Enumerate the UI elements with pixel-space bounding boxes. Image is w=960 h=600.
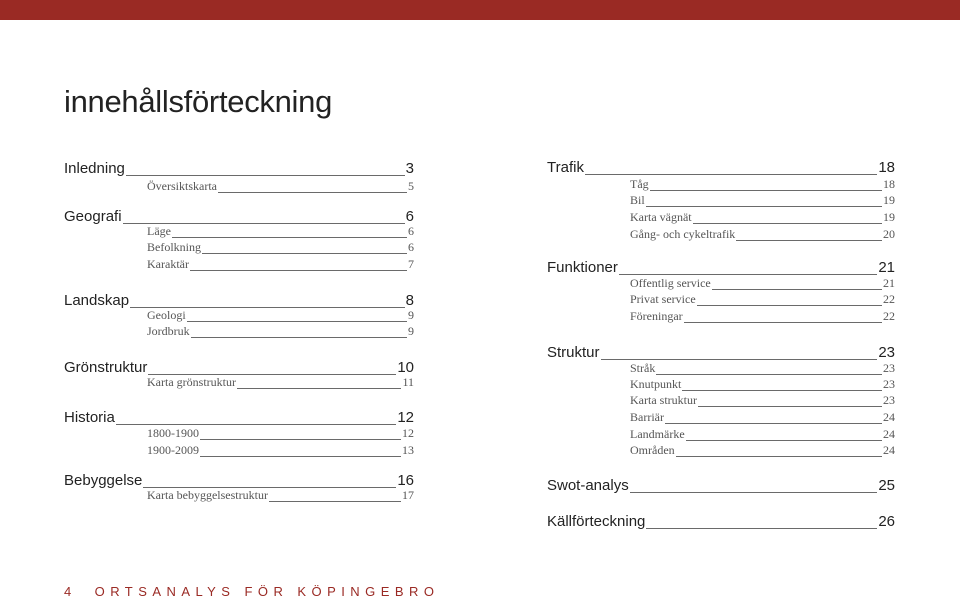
footer-document-title: ORTSANALYS FÖR KÖPINGEBRO	[94, 584, 440, 599]
toc-page-number: 19	[883, 210, 895, 224]
leader-line	[697, 305, 882, 306]
toc-subentry	[147, 257, 414, 272]
toc-label: Befolkning	[147, 240, 201, 254]
leader-line	[656, 374, 882, 375]
toc-label: Landmärke	[630, 427, 685, 441]
toc-subentry	[630, 227, 895, 242]
toc-page-number: 6	[408, 240, 414, 254]
toc-page-number: 21	[878, 259, 895, 276]
page-title: innehållsförteckning	[64, 84, 333, 119]
toc-subentry	[630, 410, 895, 425]
toc-page-number: 19	[883, 193, 895, 207]
toc-subentry	[147, 443, 414, 458]
toc-entry	[64, 358, 414, 376]
toc-subentry	[630, 193, 895, 208]
toc-label: Karaktär	[147, 257, 189, 271]
toc-label: Karta bebyggelsestruktur	[147, 488, 268, 502]
toc-label: Karta vägnät	[630, 210, 692, 224]
toc-label: Inledning	[64, 160, 125, 177]
toc-page-number: 18	[878, 159, 895, 176]
toc-page-number: 9	[408, 308, 414, 322]
leader-line	[585, 174, 877, 175]
toc-label: Översiktskarta	[147, 179, 217, 193]
toc-subentry	[630, 177, 895, 192]
toc-label: Geologi	[147, 308, 186, 322]
leader-line	[619, 274, 877, 275]
leader-line	[190, 270, 407, 271]
toc-page-number: 23	[883, 361, 895, 375]
toc-label: Privat service	[630, 292, 696, 306]
toc-label: Landskap	[64, 292, 130, 309]
toc-page-number: 10	[397, 359, 414, 376]
leader-line	[686, 440, 882, 441]
toc-page-number: 21	[883, 276, 895, 290]
toc-page-number: 22	[883, 309, 895, 323]
toc-label: Karta struktur	[630, 393, 697, 407]
toc-page-number: 25	[878, 477, 895, 494]
toc-page-number: 11	[402, 375, 414, 389]
toc-page-number: 24	[883, 427, 895, 441]
toc-page-number: 17	[402, 488, 414, 502]
leader-line	[202, 253, 407, 254]
toc-label: Funktioner	[547, 259, 618, 276]
toc-entry	[547, 158, 895, 176]
toc-page-number: 24	[883, 443, 895, 457]
toc-page-number: 22	[883, 292, 895, 306]
toc-subentry	[630, 427, 895, 442]
toc-label: Grönstruktur	[64, 359, 148, 376]
leader-line	[116, 424, 396, 425]
leader-line	[682, 390, 882, 391]
leader-line	[736, 240, 882, 241]
toc-page-number: 23	[883, 377, 895, 391]
leader-line	[218, 192, 407, 193]
leader-line	[200, 439, 401, 440]
toc-label: Offentlig service	[630, 276, 711, 290]
toc-subentry	[630, 210, 895, 225]
leader-line	[191, 337, 407, 338]
leader-line	[601, 359, 877, 360]
leader-line	[712, 289, 882, 290]
toc-page-number: 20	[883, 227, 895, 241]
toc-page-number: 24	[883, 410, 895, 424]
toc-page-number: 12	[397, 409, 414, 426]
toc-subentry	[630, 443, 895, 458]
leader-line	[172, 237, 407, 238]
header-bar	[0, 0, 960, 20]
leader-line	[676, 456, 882, 457]
toc-entry	[547, 512, 895, 530]
toc-label: Swot-analys	[547, 477, 629, 494]
toc-entry	[64, 207, 414, 225]
toc-label: Bil	[630, 193, 645, 207]
toc-subentry	[147, 375, 414, 390]
toc-label: Karta grönstruktur	[147, 375, 236, 389]
leader-line	[187, 321, 407, 322]
toc-label: Trafik	[547, 159, 584, 176]
toc-page-number: 7	[408, 257, 414, 271]
toc-label: Stråk	[630, 361, 656, 375]
leader-line	[630, 492, 877, 493]
toc-subentry	[147, 179, 414, 194]
toc-label: Tåg	[630, 177, 649, 191]
toc-subentry	[630, 309, 895, 324]
leader-line	[650, 190, 882, 191]
toc-page-number: 6	[405, 208, 414, 225]
toc-subentry	[630, 377, 895, 392]
toc-subentry	[147, 426, 414, 441]
toc-page-number: 5	[408, 179, 414, 193]
toc-label: 1900-2009	[147, 443, 199, 457]
toc-page-number: 13	[402, 443, 414, 457]
leader-line	[684, 322, 882, 323]
toc-subentry	[147, 224, 414, 239]
page-footer	[64, 584, 439, 599]
leader-line	[665, 423, 882, 424]
toc-page-number: 12	[402, 426, 414, 440]
toc-subentry	[630, 361, 895, 376]
toc-page-number: 18	[883, 177, 895, 191]
toc-entry	[64, 471, 414, 489]
toc-subentry	[147, 240, 414, 255]
toc-page-number: 6	[408, 224, 414, 238]
toc-label: Bebyggelse	[64, 472, 143, 489]
toc-label: Källförteckning	[547, 513, 646, 530]
toc-label: Föreningar	[630, 309, 683, 323]
leader-line	[200, 456, 401, 457]
toc-subentry	[630, 393, 895, 408]
toc-subentry	[630, 276, 895, 291]
toc-entry	[64, 159, 414, 177]
toc-subentry	[630, 292, 895, 307]
leader-line	[693, 223, 882, 224]
toc-page-number: 16	[397, 472, 414, 489]
toc-label: Historia	[64, 409, 115, 426]
toc-label: Läge	[147, 224, 171, 238]
toc-entry	[547, 258, 895, 276]
toc-subentry	[147, 324, 414, 339]
footer-page-number: 4	[64, 584, 72, 599]
leader-line	[698, 406, 882, 407]
toc-label: Jordbruk	[147, 324, 190, 338]
toc-subentry	[147, 308, 414, 323]
toc-page-number: 23	[883, 393, 895, 407]
toc-page-number: 8	[405, 292, 414, 309]
toc-page-number: 9	[408, 324, 414, 338]
toc-page-number: 26	[878, 513, 895, 530]
toc-entry	[64, 408, 414, 426]
toc-entry	[547, 476, 895, 494]
toc-entry	[547, 343, 895, 361]
toc-page-number: 23	[878, 344, 895, 361]
toc-label: Struktur	[547, 344, 600, 361]
leader-line	[126, 175, 405, 176]
leader-line	[646, 528, 877, 529]
toc-label: Gång- och cykeltrafik	[630, 227, 736, 241]
toc-label: Områden	[630, 443, 675, 457]
toc-page-number: 3	[405, 160, 414, 177]
leader-line	[237, 388, 401, 389]
toc-label: Geografi	[64, 208, 122, 225]
toc-label: Knutpunkt	[630, 377, 682, 391]
leader-line	[646, 206, 882, 207]
toc-label: Barriär	[630, 410, 664, 424]
toc-label: 1800-1900	[147, 426, 199, 440]
toc-entry	[64, 291, 414, 309]
toc-subentry	[147, 488, 414, 503]
leader-line	[269, 501, 401, 502]
